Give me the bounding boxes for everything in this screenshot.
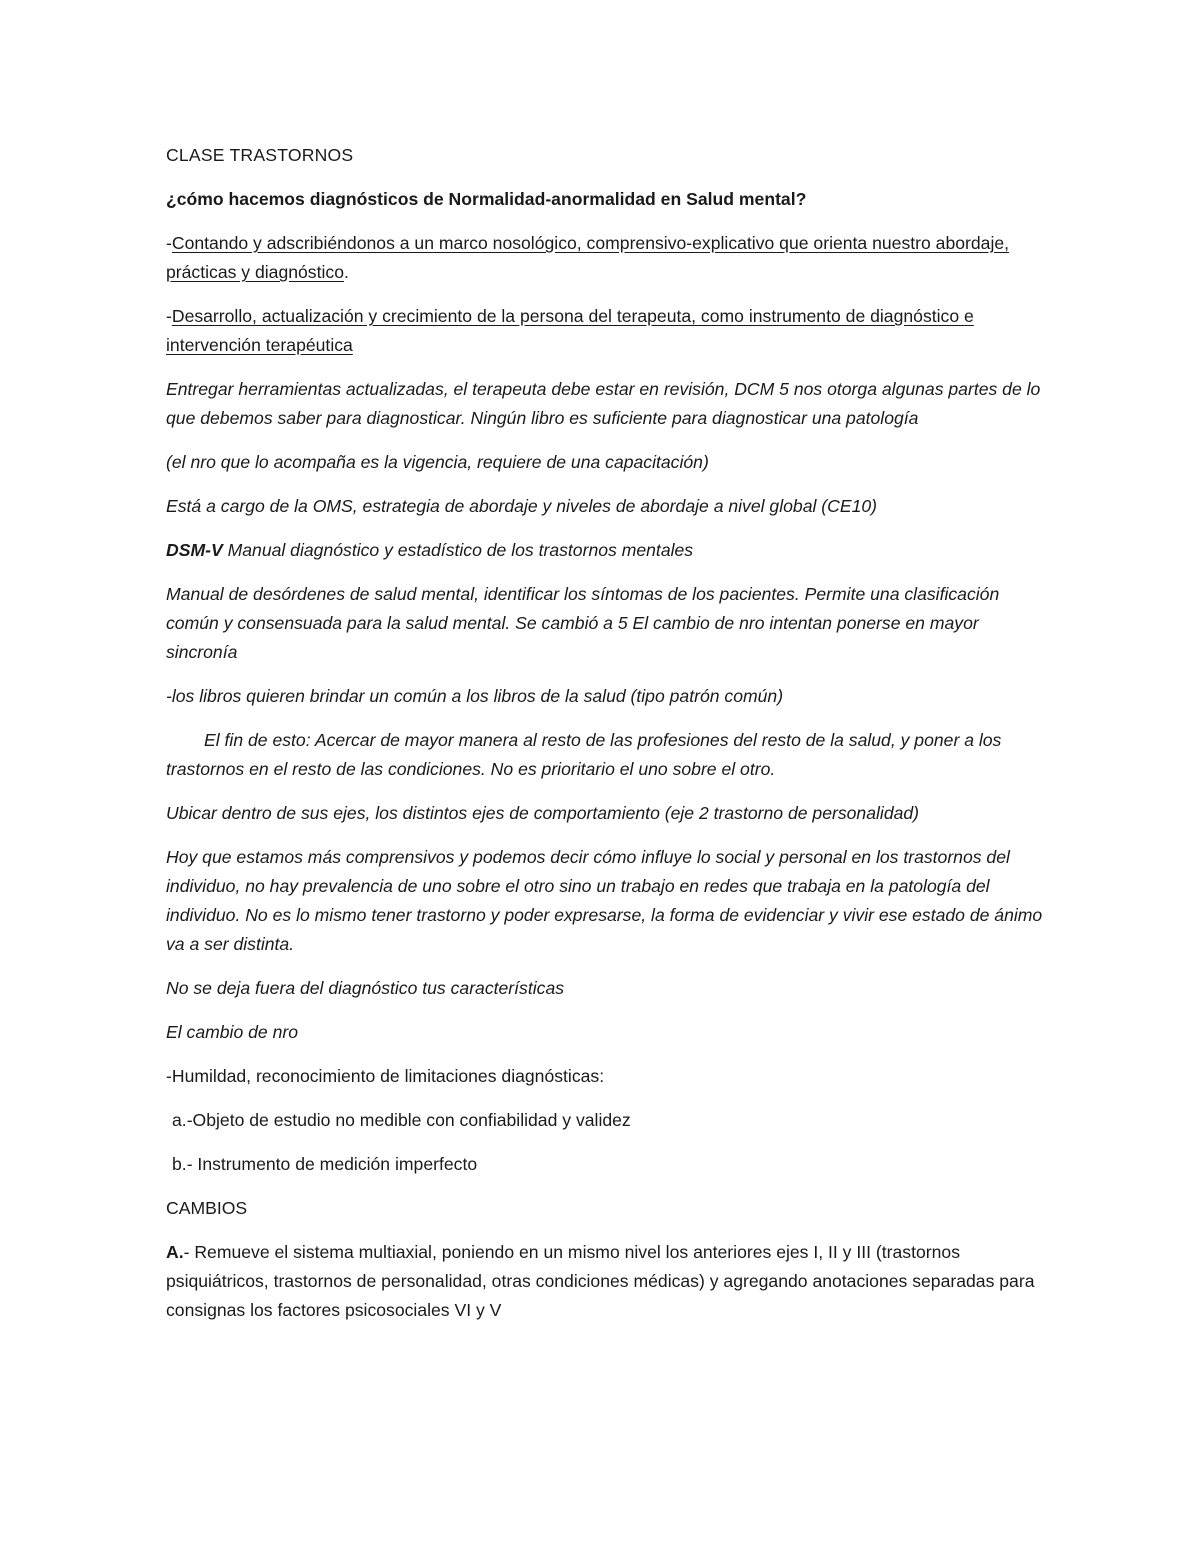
point-2 bbox=[166, 302, 1046, 360]
note-tools: Entregar herramientas actualizadas, el terapeuta debe estar en revisión, DCM 5 nos otorga algunas partes de lo que debemos saber para diagnosticar. Ningún libro es suficiente para diagnosticar una patología bbox=[166, 379, 1041, 428]
note-characteristics: No se deja fuera del diagnóstico tus características bbox=[166, 978, 565, 998]
point-1-end: . bbox=[343, 262, 349, 282]
point-1 bbox=[166, 229, 1046, 287]
document-title: CLASE TRASTORNOS bbox=[166, 145, 354, 165]
note-today: Hoy que estamos más comprensivos y podemos decir cómo influye lo social y personal en los trastornos del individuo, no hay prevalencia de uno sobre el otro sino un trabajo en redes que trabaja en la patología del individuo. No es lo mismo tener trastorno y poder expresarse, la forma de evidenciar y vivir ese estado de ánimo va a ser distinta. bbox=[166, 847, 1043, 954]
dsm-line bbox=[166, 536, 1046, 565]
note-number-change: El cambio de nro bbox=[166, 1022, 299, 1042]
dsm-label: DSM-V bbox=[166, 540, 223, 560]
change-a-text: - Remueve el sistema multiaxial, poniendo en un mismo nivel los anteriores ejes I, II y III (trastornos psiquiátricos, trastornos de personalidad, otras condiciones médicas) y agregando anotaciones separadas para consignas los factores psicosociales VI y V bbox=[166, 1242, 1035, 1320]
point-1-dash: - bbox=[166, 233, 172, 253]
changes-heading: CAMBIOS bbox=[166, 1198, 248, 1218]
point-2-text: Desarrollo, actualización y crecimiento de la persona del terapeuta, como instrumento de diagnóstico e intervención terapéutica bbox=[166, 306, 974, 355]
note-purpose: El fin de esto: Acercar de mayor manera al resto de las profesiones del resto de la salud, y poner a los trastornos en el resto de las condiciones. No es prioritario el uno sobre el otro. bbox=[166, 730, 1002, 779]
note-version: (el nro que lo acompaña es la vigencia, requiere de una capacitación) bbox=[166, 452, 709, 472]
change-a-marker: A. bbox=[166, 1242, 184, 1262]
list-item-a bbox=[166, 1106, 1046, 1135]
point-2-dash: - bbox=[166, 306, 172, 326]
note-oms: Está a cargo de la OMS, estrategia de abordaje y niveles de abordaje a nivel global (CE10) bbox=[166, 496, 878, 516]
list-text-a: -Objeto de estudio no medible con confiabilidad y validez bbox=[186, 1110, 631, 1130]
change-a bbox=[166, 1238, 1046, 1325]
note-axes: Ubicar dentro de sus ejes, los distintos ejes de comportamiento (eje 2 trastorno de personalidad) bbox=[166, 803, 920, 823]
main-question: ¿cómo hacemos diagnósticos de Normalidad-anormalidad en Salud mental? bbox=[166, 189, 807, 209]
humility-heading: -Humildad, reconocimiento de limitaciones diagnósticas: bbox=[166, 1066, 605, 1086]
list-marker-b: b. bbox=[172, 1154, 187, 1174]
point-1-text: Contando y adscribiéndonos a un marco nosológico, comprensivo-explicativo que orienta nuestro abordaje, prácticas y diagnóstico bbox=[166, 233, 1010, 282]
note-manual: Manual de desórdenes de salud mental, identificar los síntomas de los pacientes. Permite una clasificación común y consensuada para la salud mental. Se cambió a 5 El cambio de nro intentan ponerse en mayor sincronía bbox=[166, 584, 1000, 662]
list-text-b: - Instrumento de medición imperfecto bbox=[186, 1154, 478, 1174]
list-item-b bbox=[166, 1150, 1046, 1179]
list-marker-a: a. bbox=[172, 1110, 187, 1130]
note-books: -los libros quieren brindar un común a los libros de la salud (tipo patrón común) bbox=[166, 686, 784, 706]
dsm-description: Manual diagnóstico y estadístico de los trastornos mentales bbox=[222, 540, 694, 560]
document-body bbox=[166, 141, 1046, 1340]
